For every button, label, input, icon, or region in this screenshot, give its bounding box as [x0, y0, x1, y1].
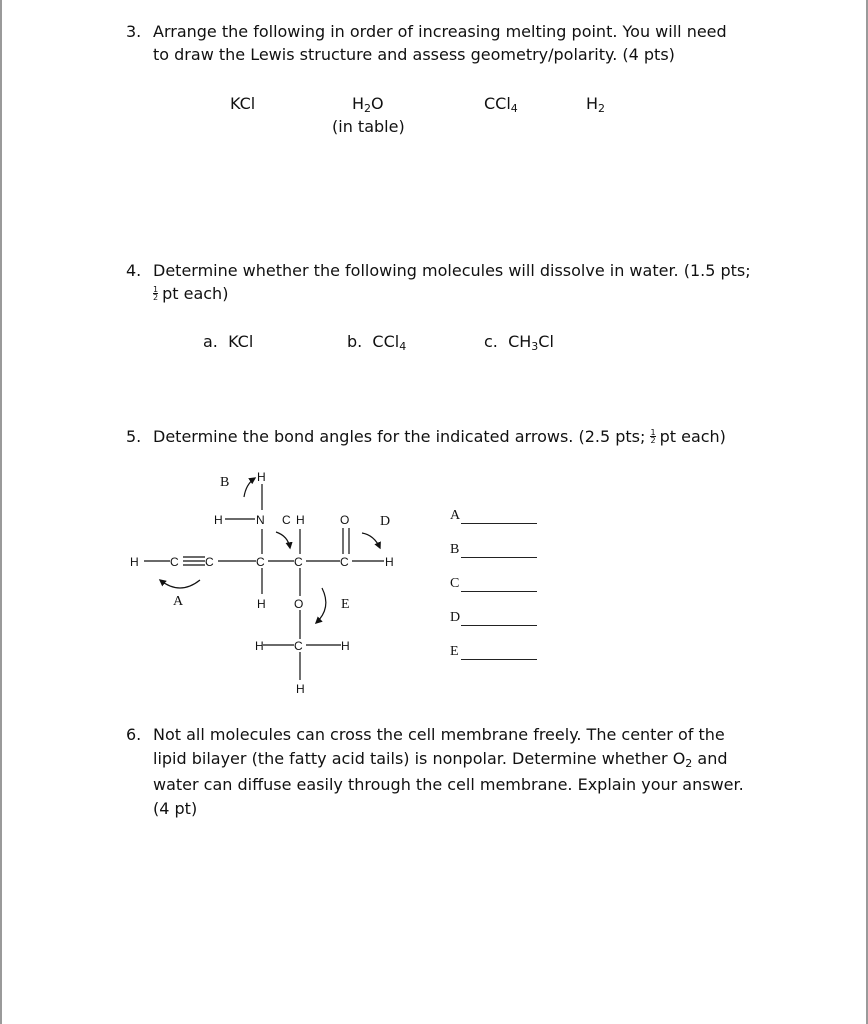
arrow-label-d: D — [380, 514, 391, 529]
arrow-label-e: E — [341, 597, 350, 612]
compound-kcl: KCl — [230, 94, 256, 113]
item-4b-subscript: 4 — [399, 340, 407, 353]
answer-blank-d[interactable] — [461, 610, 537, 626]
atom-h-right-c4: H — [341, 639, 350, 653]
arrow-e — [316, 588, 326, 623]
arrow-label-a: A — [173, 594, 184, 609]
item-4b-main: CCl — [372, 332, 400, 351]
item-4c-label: c. — [484, 332, 498, 351]
atom-h-left-c4: H — [255, 639, 264, 653]
fraction-denominator: 2 — [650, 436, 656, 445]
atom-n: N — [256, 513, 265, 527]
atom-c-alkyne-2: C — [205, 555, 214, 569]
question-6-text — [153, 723, 744, 821]
atom-c1: C — [256, 555, 265, 569]
fraction-numerator: 1 — [650, 428, 656, 437]
fraction-numerator: 1 — [153, 285, 159, 294]
item-4c-main: CH — [508, 332, 532, 351]
blank-label-c: C — [450, 576, 460, 591]
compound-h2-main: H — [586, 94, 599, 113]
blank-label-e: E — [450, 644, 459, 659]
arrow-c — [276, 532, 290, 548]
atom-h-on-c2: H — [296, 513, 305, 527]
atom-o-ether: O — [294, 597, 304, 611]
blank-label-d: D — [450, 610, 461, 625]
arrow-a — [160, 580, 200, 588]
answer-blank-b[interactable] — [461, 542, 537, 558]
atom-h-below-c1: H — [257, 597, 266, 611]
compound-h2o-note: (in table) — [332, 117, 405, 136]
arrow-label-b: B — [220, 475, 230, 490]
atom-h-bottom: H — [296, 682, 305, 696]
compound-h2-subscript: 2 — [598, 102, 606, 115]
question-5-number: 5. — [126, 427, 142, 446]
answer-blank-c[interactable] — [461, 576, 537, 592]
atom-c4: C — [294, 639, 303, 653]
question-4-number: 4. — [126, 261, 142, 280]
answer-blank-a[interactable] — [461, 508, 537, 524]
question-3-line-2: to draw the Lewis structure and assess geometry/polarity. (4 pts) — [153, 45, 675, 64]
question-6-line-2-tail: and — [692, 749, 728, 768]
compound-ccl4-subscript: 4 — [510, 102, 518, 115]
question-5-text-end: pt each) — [659, 427, 726, 446]
answer-blank-e[interactable] — [461, 644, 537, 660]
question-4-line-2-text: pt each) — [162, 284, 229, 303]
atom-c-alkyne-1: C — [170, 555, 179, 569]
o2-subscript: 2 — [685, 757, 693, 770]
question-5-text-start: Determine the bond angles for the indicated arrows. (2.5 pts; — [153, 427, 646, 446]
atom-h-on-n: H — [214, 513, 223, 527]
question-3-line-1: Arrange the following in order of increasing melting point. You will need — [153, 22, 727, 41]
arrow-b — [244, 478, 255, 497]
item-4a-label: a. — [203, 332, 218, 351]
fraction-denominator: 2 — [153, 293, 159, 302]
compound-ccl4-main: CCl — [484, 94, 511, 113]
arrow-d — [362, 533, 380, 548]
atom-c-label: C — [282, 513, 291, 527]
compound-h2o-o: O — [371, 94, 384, 113]
item-4c-subscript: 3 — [531, 340, 539, 353]
question-6-line-4: (4 pt) — [153, 799, 198, 818]
item-4a-text: KCl — [228, 332, 254, 351]
question-6-line-3: water can diffuse easily through the cell membrane. Explain your answer. — [153, 775, 744, 794]
item-4c-tail: Cl — [538, 332, 554, 351]
atom-c3: C — [340, 555, 349, 569]
atom-h-left: H — [130, 555, 139, 569]
atom-c2: C — [294, 555, 303, 569]
blank-label-b: B — [450, 542, 460, 557]
question-6-line-2-text: lipid bilayer (the fatty acid tails) is nonpolar. Determine whether O — [153, 749, 686, 768]
question-6-line-2 — [153, 747, 744, 773]
atom-o-carbonyl: O — [340, 513, 350, 527]
compound-h2o-subscript: 2 — [364, 102, 372, 115]
item-4b-label: b. — [347, 332, 363, 351]
question-4-line-1: Determine whether the following molecules will dissolve in water. (1.5 pts; — [153, 261, 751, 280]
atom-h-right: H — [385, 555, 394, 569]
question-6-line-1: Not all molecules can cross the cell membrane freely. The center of the — [153, 725, 725, 744]
atom-h-top: H — [257, 470, 266, 484]
question-6-number: 6. — [126, 725, 142, 744]
blank-label-a: A — [450, 508, 461, 523]
compound-h2o-h: H — [352, 94, 365, 113]
question-3-number: 3. — [126, 22, 142, 41]
